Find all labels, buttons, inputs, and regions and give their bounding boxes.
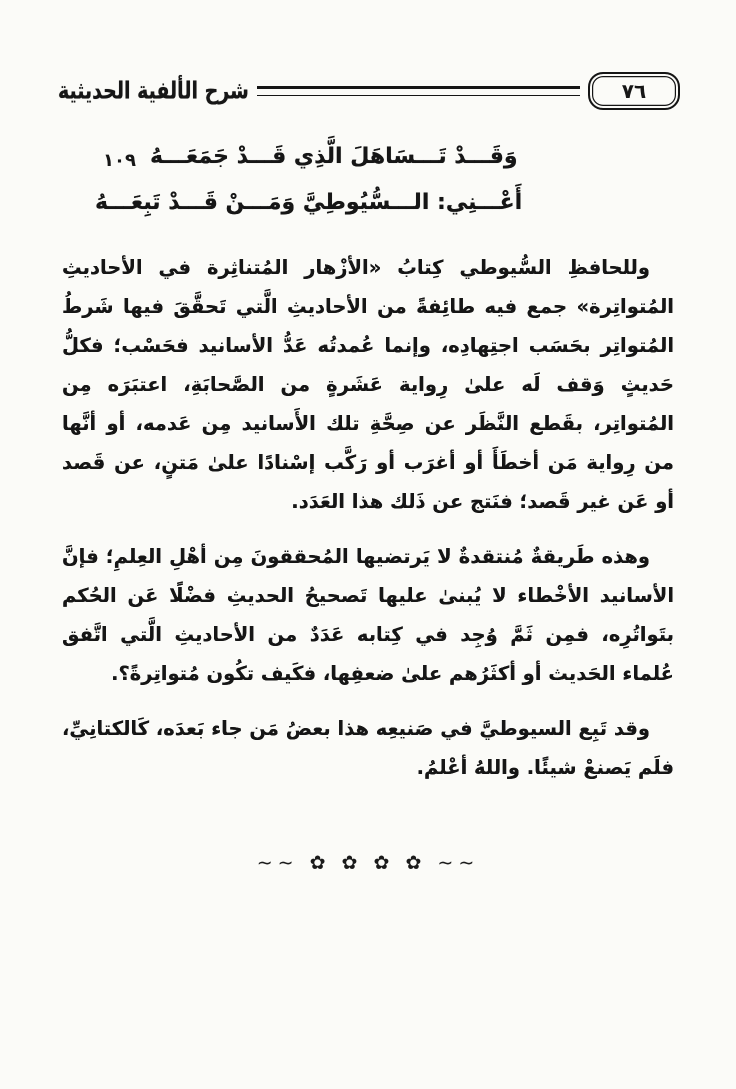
paragraph: وقد تَبِع السيوطيَّ في صَنيعِه هذا بعضُ مَن جاء بَعدَه، كَالكتانِيِّ، فلَم يَصنعْ شيئًا. واللهُ أعْلمُ.: [62, 717, 674, 779]
commentary-text: [62, 248, 674, 803]
verse-number: ١٠٩: [103, 150, 136, 171]
paragraph: وللحافظِ السُّيوطي كِتابُ «الأزْهار المُتناثِرة في الأحاديثِ المُتواتِرة» جمع فيه طائِفةً من الأحاديثِ الَّتي تَحقَّقَ فيها شَرطُ المُتواتِر بحَسَب اجتِهادِه، وإنما عُمدتُه عَدُّ الأسانيد فحَسْب؛ فكلُّ حَديثٍ وَقف لَه علىٰ رِواية عَشَرةٍ من الصَّحابَةِ، اعتبَرَه مِن المُتواتِر، بقَطع النَّظَر عن صِحَّةِ تلك الأَسانيد مِن عَدمه، أو أنَّها من رِواية مَن أخطَأَ أو أغرَب أو رَكَّب إسْنادًا علىٰ مَتنٍ، عن قَصد أو عَن غير قَصد؛ فنَتج عن ذَلك هذا العَدَد.: [62, 256, 674, 513]
flower-ornament-divider: ∽∽ ✿ ✿ ✿ ✿ ∽∽: [256, 852, 480, 874]
page-number: ٧٦: [621, 79, 647, 103]
page-number-box: [588, 72, 680, 110]
page-header: [54, 68, 680, 114]
verse-block: [0, 142, 736, 242]
book-title: شرح الألفية الحديثية: [58, 77, 249, 105]
header-rule-divider: [257, 86, 580, 96]
verse-hemistich-1: وَقَـــدْ تَـــسَاهَلَ الَّذِي قَـــدْ جَمَعَـــهُ: [150, 144, 518, 169]
paragraph: وهذه طَريقةٌ مُنتقدةٌ لا يَرتضيها المُحققونَ مِن أهْلِ العِلمِ؛ فإنَّ الأسانيد الأخْطاء لا يُبنىٰ عليها تَصحيحُ الحديثِ فضْلًا عَن الحُكم بتَواتُرِه، فمِن ثَمَّ وُجِد في كِتابه عَدَدٌ من الأحاديثِ الَّتي اتَّفق عُلماء الحَديث أو أكثَرُهم علىٰ ضعفِها، فكَيف تكُون مُتواتِرةً؟.: [62, 545, 674, 685]
verse-hemistich-2: أَعْـــنِي: الـــسُّيُوطِيَّ وَمَـــنْ قَـــدْ تَبِعَـــهُ: [95, 190, 523, 215]
